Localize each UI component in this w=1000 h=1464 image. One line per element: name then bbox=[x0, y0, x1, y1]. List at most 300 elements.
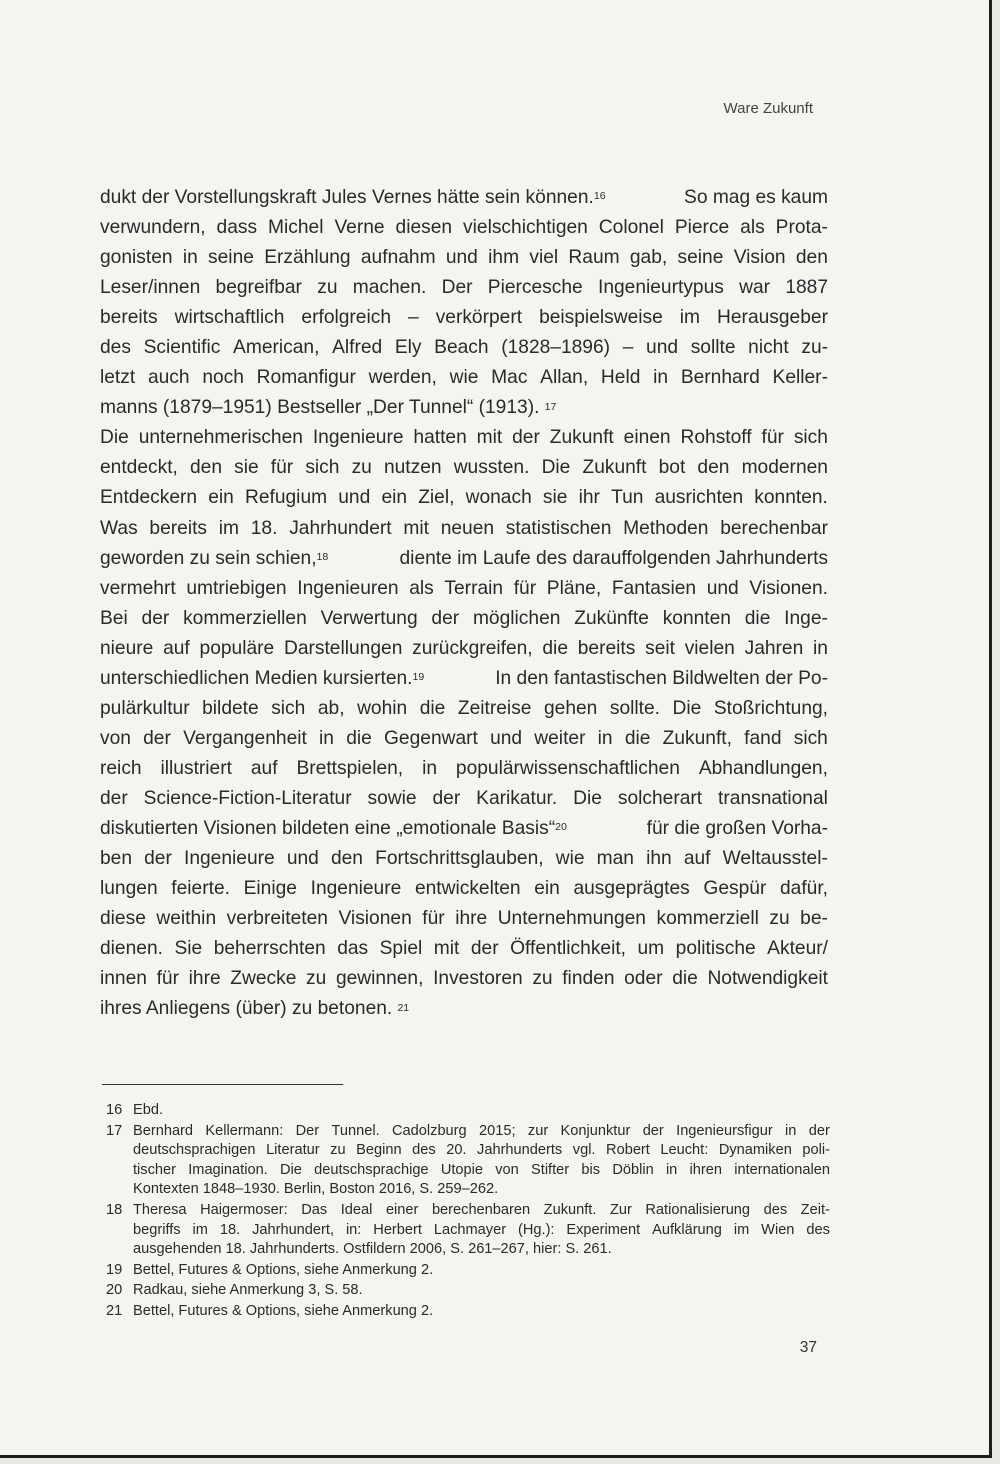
text-line bbox=[100, 183, 828, 213]
word: des bbox=[100, 337, 131, 359]
footnote-line: Kontexten 1848–1930. Berlin, Boston 2016, S. 259–262. bbox=[133, 1181, 499, 1198]
word: in: bbox=[345, 1221, 362, 1238]
word: auch bbox=[147, 367, 190, 389]
word: verwundern, bbox=[100, 217, 206, 239]
word: sich bbox=[793, 727, 828, 749]
word: ben bbox=[100, 848, 133, 870]
footnote-number: 18 bbox=[106, 1201, 123, 1218]
word: Piercesche bbox=[487, 277, 583, 299]
word: diese bbox=[100, 908, 146, 930]
word: Pläne, bbox=[546, 577, 602, 599]
word: Keller- bbox=[772, 367, 828, 389]
word: und bbox=[445, 247, 478, 269]
word: Aufklärung bbox=[652, 1221, 722, 1238]
word: zurückgreifen, bbox=[412, 637, 533, 659]
word: den bbox=[190, 457, 223, 479]
text-line bbox=[100, 724, 828, 754]
footnote-19 bbox=[106, 1261, 830, 1281]
word: nutzen bbox=[383, 457, 442, 479]
word: den bbox=[697, 457, 730, 479]
word: Kellermann: bbox=[205, 1122, 284, 1139]
footnote-body bbox=[133, 1122, 830, 1200]
word: vgl. bbox=[572, 1142, 596, 1159]
word: Methoden bbox=[623, 517, 709, 539]
word: dass bbox=[216, 217, 258, 239]
word: diesen bbox=[395, 217, 453, 239]
footnote-ref[interactable]: 17 bbox=[544, 400, 557, 413]
word: möglichen bbox=[472, 607, 561, 629]
text-line bbox=[100, 423, 828, 453]
word: Verne bbox=[334, 217, 385, 239]
word: tischer bbox=[133, 1161, 176, 1178]
word: Jahren bbox=[744, 637, 804, 659]
word: Ingenieursfigur bbox=[676, 1122, 773, 1139]
word: Das bbox=[301, 1201, 328, 1218]
word: kommerziellen bbox=[183, 607, 307, 629]
footnote-17 bbox=[106, 1122, 830, 1200]
word: in bbox=[813, 637, 828, 659]
word: in bbox=[665, 1161, 678, 1178]
word: ein bbox=[208, 487, 234, 509]
word: in bbox=[319, 727, 334, 749]
footnote-line bbox=[133, 1141, 830, 1161]
word: Dynamiken bbox=[718, 1142, 792, 1159]
word: Zukunft, bbox=[662, 727, 732, 749]
footnote-number: 17 bbox=[106, 1122, 123, 1139]
word: Michel bbox=[268, 217, 324, 239]
word: mit bbox=[476, 427, 503, 449]
word: von bbox=[100, 727, 131, 749]
page-number: 37 bbox=[799, 1339, 817, 1356]
word: Raum bbox=[568, 247, 620, 269]
footnote-line bbox=[133, 1201, 830, 1221]
text-line bbox=[100, 393, 828, 423]
word: Zeitreise bbox=[457, 697, 532, 719]
word: zu bbox=[351, 457, 372, 479]
word: feierte. bbox=[171, 878, 230, 900]
word: Jahrhundert bbox=[289, 517, 392, 539]
word: ein bbox=[534, 878, 560, 900]
text-run: manns (1879–1951) Bestseller „Der Tunnel“ (1913). $^{17}$ bbox=[100, 397, 557, 419]
text-line bbox=[100, 333, 828, 363]
word: für bbox=[156, 968, 179, 990]
word: wirtschaftlich bbox=[174, 307, 285, 329]
word: Literatur bbox=[266, 1142, 320, 1159]
word: zu bbox=[769, 908, 790, 930]
word: Die bbox=[100, 427, 129, 449]
word: Allan, bbox=[540, 367, 589, 389]
word: vermehrt bbox=[100, 577, 176, 599]
word: Ingenieure bbox=[310, 878, 402, 900]
text-line bbox=[100, 634, 828, 664]
text-line bbox=[100, 243, 828, 273]
word: unternehmerischen bbox=[138, 427, 303, 449]
word: politische bbox=[675, 938, 756, 960]
word: Imagination. bbox=[188, 1161, 268, 1178]
word: Utopie bbox=[440, 1161, 483, 1178]
word: Rationalisierung bbox=[645, 1201, 751, 1218]
word: entwickelten bbox=[414, 878, 521, 900]
footnote-separator bbox=[102, 1084, 343, 1085]
word: 1887 bbox=[785, 277, 828, 299]
word: Zur bbox=[609, 1201, 632, 1218]
footnote-16 bbox=[106, 1101, 830, 1121]
word: berechenbar bbox=[720, 517, 828, 539]
word: für bbox=[422, 908, 445, 930]
word: wonach bbox=[465, 487, 532, 509]
word: Bei bbox=[100, 607, 128, 629]
word: ausgeprägtes bbox=[573, 878, 690, 900]
word: Visionen bbox=[338, 908, 412, 930]
word: Ingenieurtypus bbox=[597, 277, 724, 299]
text-run: geworden zu sein schien,$^{18}$ bbox=[100, 547, 329, 569]
footnote-number: 20 bbox=[106, 1282, 123, 1299]
word: Zukunft bbox=[582, 457, 647, 479]
footnote-body bbox=[133, 1201, 830, 1260]
footnote-line: Bettel, Futures & Options, siehe Anmerkung 2. bbox=[133, 1261, 434, 1278]
footnote-ref[interactable]: 20 bbox=[555, 821, 567, 834]
word: Fantasien bbox=[611, 577, 697, 599]
word: neuen bbox=[440, 517, 495, 539]
word: beispielsweise bbox=[539, 307, 663, 329]
word: gehen bbox=[544, 697, 598, 719]
word: ihn bbox=[646, 848, 672, 870]
word: der bbox=[144, 848, 172, 870]
word: Bernhard bbox=[680, 367, 760, 389]
word: weiter bbox=[534, 727, 586, 749]
text-run: In den fantastischen Bildwelten der Po- bbox=[495, 667, 828, 689]
word: Zwecke bbox=[230, 968, 297, 990]
text-line bbox=[100, 363, 828, 393]
word: konnten bbox=[662, 607, 731, 629]
text-line bbox=[100, 994, 828, 1024]
text-line bbox=[100, 934, 828, 964]
word: Döblin bbox=[612, 1161, 654, 1178]
word: Ely bbox=[394, 337, 422, 359]
word: Was bbox=[100, 517, 138, 539]
word: dienen. bbox=[100, 938, 163, 960]
word: Abhandlungen, bbox=[698, 757, 828, 779]
word: seine bbox=[208, 247, 254, 269]
word: in bbox=[422, 757, 437, 779]
text-line bbox=[100, 273, 828, 303]
word: entdeckt, bbox=[100, 457, 178, 479]
word: berechenbaren bbox=[431, 1201, 531, 1218]
word: die bbox=[672, 968, 698, 990]
word: Vision bbox=[733, 247, 786, 269]
footnote-line: Bettel, Futures & Options, siehe Anmerkung 2. bbox=[133, 1302, 434, 1319]
word: des bbox=[412, 1142, 436, 1159]
word: und bbox=[286, 848, 319, 870]
word: modernen bbox=[741, 457, 828, 479]
word: sollte. bbox=[609, 697, 661, 719]
footnote-body bbox=[133, 1261, 830, 1281]
word: Die bbox=[541, 457, 571, 479]
word: des bbox=[763, 1201, 788, 1218]
text-run: unterschiedlichen Medien kursierten.$^{19}$ bbox=[100, 667, 425, 689]
word: Leucht: bbox=[660, 1142, 709, 1159]
body-text bbox=[100, 183, 828, 1024]
word: 18. bbox=[219, 1221, 241, 1238]
word: als bbox=[740, 217, 765, 239]
word: zu- bbox=[801, 337, 828, 359]
word: seine bbox=[677, 247, 724, 269]
word: gonisten bbox=[100, 247, 173, 269]
word: und bbox=[646, 337, 679, 359]
word: Entdeckern bbox=[100, 487, 198, 509]
footnote-line bbox=[133, 1221, 830, 1241]
word: sich bbox=[271, 697, 306, 719]
word: nieure bbox=[100, 637, 154, 659]
word: 20. bbox=[446, 1142, 467, 1159]
footnote-body bbox=[133, 1281, 830, 1301]
word: weithin bbox=[156, 908, 217, 930]
word: illustriert bbox=[160, 757, 232, 779]
word: in bbox=[785, 1122, 797, 1139]
footnote-line: Radkau, siehe Anmerkung 3, S. 58. bbox=[133, 1282, 363, 1299]
word: ihre bbox=[455, 908, 488, 930]
word: die bbox=[346, 727, 372, 749]
word: das bbox=[337, 938, 369, 960]
word: viel bbox=[529, 247, 559, 269]
word: Notwendigkeit bbox=[707, 968, 828, 990]
word: Ingenieuren bbox=[297, 577, 399, 599]
word: mit bbox=[403, 517, 429, 539]
word: und bbox=[706, 577, 739, 599]
word: reich bbox=[100, 757, 142, 779]
text-line bbox=[100, 664, 828, 694]
word: noch bbox=[202, 367, 244, 389]
word: in bbox=[653, 367, 669, 389]
word: für bbox=[270, 457, 294, 479]
footnote-21 bbox=[106, 1302, 830, 1322]
word: ab, bbox=[317, 697, 345, 719]
word: Jahrhundert, bbox=[252, 1221, 335, 1238]
word: einer bbox=[385, 1201, 419, 1218]
word: Verwertung bbox=[320, 607, 418, 629]
word: von bbox=[495, 1161, 519, 1178]
footnote-ref[interactable]: 18 bbox=[316, 550, 329, 563]
footnotes bbox=[106, 1101, 830, 1323]
word: Rohstoff bbox=[680, 427, 752, 449]
word: Zukunft bbox=[549, 427, 614, 449]
word: bildete bbox=[202, 697, 259, 719]
word: der bbox=[141, 607, 170, 629]
text-line bbox=[100, 964, 828, 994]
word: sowie bbox=[367, 787, 417, 809]
word: poli- bbox=[802, 1142, 830, 1159]
word: internationalen bbox=[734, 1161, 830, 1178]
text-line bbox=[100, 754, 828, 784]
word: den bbox=[795, 247, 828, 269]
footnote-ref[interactable]: 21 bbox=[397, 1001, 410, 1014]
word: des bbox=[806, 1221, 830, 1238]
footnote-ref[interactable]: 19 bbox=[412, 671, 425, 684]
word: Einige bbox=[243, 878, 297, 900]
word: auf bbox=[683, 848, 711, 870]
word: im bbox=[192, 1221, 208, 1238]
word: die bbox=[624, 727, 651, 749]
text-line bbox=[100, 514, 828, 544]
word: für bbox=[513, 577, 537, 599]
word: – bbox=[408, 307, 419, 329]
word: aufnahm bbox=[360, 247, 436, 269]
footnote-line: ausgehenden 18. Jahrhunderts. Ostfildern 2006, S. 261–267, hier: S. 261. bbox=[133, 1241, 612, 1258]
word: die bbox=[542, 637, 568, 659]
word: zu bbox=[306, 968, 327, 990]
word: begriffs bbox=[133, 1221, 181, 1238]
word: konnten. bbox=[754, 487, 828, 509]
word: (1828–1896) bbox=[501, 337, 611, 359]
word: wie bbox=[555, 848, 585, 870]
word: fand bbox=[744, 727, 782, 749]
word: bis bbox=[581, 1161, 601, 1178]
word: (Hg.): bbox=[518, 1221, 555, 1238]
word: letzt bbox=[100, 367, 136, 389]
footnote-body bbox=[133, 1302, 830, 1322]
word: für bbox=[761, 427, 784, 449]
word: in bbox=[597, 727, 613, 749]
word: und bbox=[338, 487, 371, 509]
text-run: ihres Anliegens (über) zu betonen. $^{21}$ bbox=[100, 998, 410, 1020]
text-run: dukt der Vorstellungskraft Jules Vernes hätte sein können.$^{16}$ bbox=[100, 187, 606, 208]
word: Tunnel. bbox=[331, 1122, 380, 1139]
word: be- bbox=[800, 908, 828, 930]
word: Wien bbox=[761, 1221, 795, 1238]
word: Haigermoser: bbox=[200, 1201, 288, 1218]
word: Darstellungen bbox=[283, 637, 403, 659]
text-line bbox=[100, 874, 828, 904]
word: seit bbox=[645, 637, 675, 659]
word: Ingenieure bbox=[312, 427, 404, 449]
word: sie bbox=[234, 457, 259, 479]
word: zu bbox=[330, 1142, 346, 1159]
word: populärwissenschaftlichen bbox=[455, 757, 680, 779]
word: innen bbox=[100, 968, 147, 990]
word: Colonel bbox=[598, 217, 664, 239]
word: die bbox=[419, 697, 446, 719]
word: begreifbar bbox=[215, 277, 302, 299]
word: vielen bbox=[684, 637, 735, 659]
word: sollte bbox=[690, 337, 736, 359]
word: ihr bbox=[578, 487, 600, 509]
footnote-ref[interactable]: 16 bbox=[593, 190, 606, 203]
word: in bbox=[182, 247, 198, 269]
word: sich bbox=[305, 457, 340, 479]
word: Held bbox=[600, 367, 641, 389]
word: verbreiteten bbox=[226, 908, 328, 930]
footnote-number: 16 bbox=[106, 1102, 123, 1118]
word: Experiment bbox=[566, 1221, 641, 1238]
word: lungen bbox=[100, 878, 158, 900]
word: Theresa bbox=[133, 1201, 187, 1218]
word: Ziel, bbox=[418, 487, 455, 509]
footnote-20 bbox=[106, 1281, 830, 1301]
word: ausrichten bbox=[654, 487, 744, 509]
word: wie bbox=[449, 367, 479, 389]
word: Gespür bbox=[703, 878, 767, 900]
word: Zukunft. bbox=[543, 1201, 597, 1218]
word: Pierce bbox=[674, 217, 730, 239]
word: bereits bbox=[100, 307, 158, 329]
word: Jahrhunderts bbox=[477, 1142, 563, 1159]
word: Investoren bbox=[433, 968, 523, 990]
word: Bernhard bbox=[133, 1122, 194, 1139]
word: im bbox=[679, 307, 701, 329]
word: Terrain bbox=[444, 577, 504, 599]
word: erfolgreich bbox=[301, 307, 392, 329]
word: 2015; bbox=[479, 1122, 516, 1139]
text-line bbox=[100, 453, 828, 483]
word: der bbox=[808, 1122, 830, 1139]
word: die bbox=[744, 607, 771, 629]
word: bereits bbox=[149, 517, 208, 539]
word: Die bbox=[672, 697, 702, 719]
text-line bbox=[100, 844, 828, 874]
word: gewinnen, bbox=[335, 968, 424, 990]
word: Brettspielen, bbox=[296, 757, 404, 779]
text-run: diente im Laufe des darauffolgenden Jahrhunderts bbox=[399, 547, 828, 569]
text-line bbox=[100, 814, 828, 844]
word: auf bbox=[163, 637, 190, 659]
word: Konjunktur bbox=[560, 1122, 631, 1139]
word: im bbox=[733, 1221, 750, 1238]
word: bot bbox=[658, 457, 686, 479]
word: Spiel bbox=[379, 938, 423, 960]
running-title: Ware Zukunft bbox=[723, 100, 813, 117]
word: der bbox=[431, 607, 460, 629]
text-line bbox=[100, 574, 828, 604]
word: pulärkultur bbox=[100, 697, 190, 719]
word: Herausgeber bbox=[717, 307, 828, 329]
text-line bbox=[100, 904, 828, 934]
word: als bbox=[409, 577, 434, 599]
word: Akteur/ bbox=[767, 938, 828, 960]
text-line bbox=[100, 303, 828, 333]
footnote-18 bbox=[106, 1201, 830, 1260]
word: Stoßrichtung, bbox=[713, 697, 828, 719]
word: Unternehmungen bbox=[497, 908, 646, 930]
word: bereits bbox=[577, 637, 636, 659]
word: solcherart bbox=[617, 787, 703, 809]
word: wussten. bbox=[453, 457, 530, 479]
word: Ingenieure bbox=[184, 848, 275, 870]
text-line bbox=[100, 544, 828, 574]
word: hatten bbox=[413, 427, 467, 449]
word: – bbox=[622, 337, 634, 359]
word: Beach bbox=[434, 337, 489, 359]
word: Öffentlichkeit, bbox=[510, 938, 627, 960]
word: Leser/innen bbox=[100, 277, 201, 299]
word: vielschichtigen bbox=[463, 217, 588, 239]
word: American, bbox=[233, 337, 320, 359]
word: zu bbox=[317, 277, 338, 299]
word: gab, bbox=[629, 247, 668, 269]
word: 18. bbox=[250, 517, 278, 539]
word: mit bbox=[433, 938, 460, 960]
word: Refugium bbox=[244, 487, 328, 509]
word: Beginn bbox=[356, 1142, 402, 1159]
word: der bbox=[100, 787, 128, 809]
word: Science-Fiction-Literatur bbox=[143, 787, 352, 809]
word: Zukünfte bbox=[574, 607, 649, 629]
word: deutschsprachige bbox=[314, 1161, 429, 1178]
word: dafür, bbox=[779, 878, 828, 900]
word: zur bbox=[527, 1122, 549, 1139]
word: sich bbox=[793, 427, 828, 449]
word: der bbox=[642, 1122, 664, 1139]
text-line bbox=[100, 213, 828, 243]
